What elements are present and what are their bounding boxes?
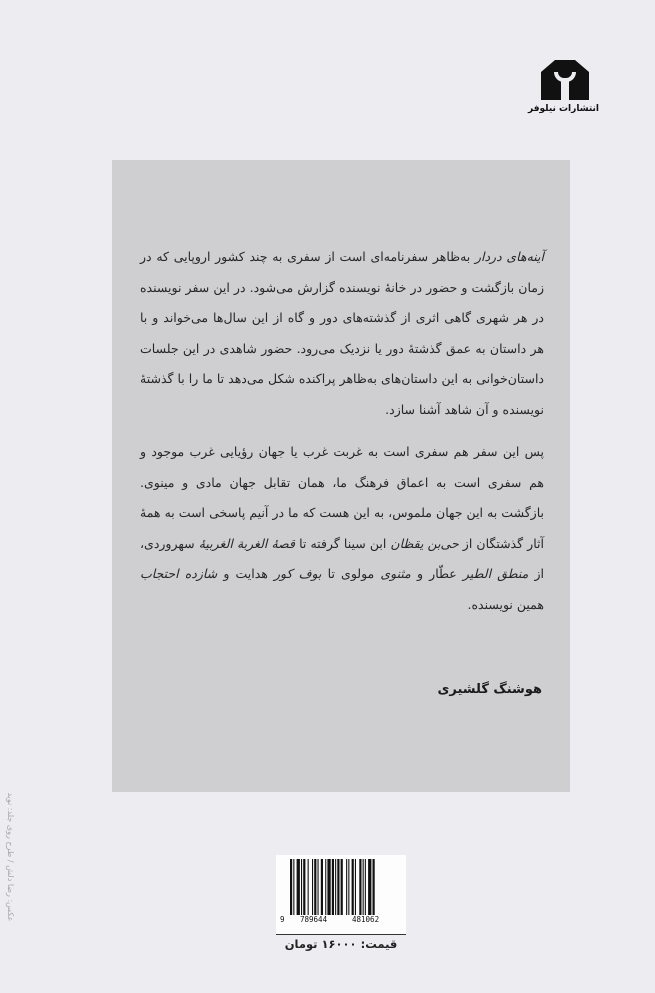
blurb-run: هدایت و <box>217 566 275 581</box>
publisher-logo <box>528 60 599 125</box>
book-title-italic: مثنوی <box>380 566 411 581</box>
blurb-paragraph-1 <box>140 242 544 425</box>
price-divider <box>276 934 406 935</box>
blurb-panel <box>112 160 570 792</box>
barcode-left-digits: 789644 <box>300 915 328 924</box>
book-title-italic: آینه‌های دردار <box>474 249 544 264</box>
book-title-italic: منطق الطیر <box>462 566 529 581</box>
author-name: هوشنگ گلشیری <box>437 682 542 697</box>
barcode-digits <box>280 915 404 927</box>
blurb-paragraph-2 <box>140 437 544 620</box>
blurb-run: همین نویسنده. <box>467 596 544 612</box>
blurb-run: عطّار و <box>410 566 463 581</box>
blurb-text <box>140 242 544 620</box>
blurb-run: پس این سفر هم سفری است به غربت غرب یا جهان رؤیایی غرب موجود و هم سفری است به اعماق فرهنگ ما، همان تقابل جهان مادی و مینوی. بازگشت به این جهان ملموس، به این هست که ما در آنیم پاسخی است به همهٔ آثار گذشتگان از <box>140 444 544 551</box>
publisher-logo-mark <box>541 60 589 100</box>
blurb-run: ابن سینا گرفته تا <box>294 535 391 551</box>
price-label: قیمت: ۱۶۰۰۰ تومان <box>284 937 398 951</box>
book-title-italic: حی‌بن یقظان <box>390 535 459 551</box>
blurb-run: مولوی تا <box>321 566 381 581</box>
barcode-prefix: 9 <box>280 915 285 924</box>
book-title-italic: شازده احتجاب <box>140 566 218 581</box>
publisher-name: انتشارات نیلوفر <box>528 104 599 114</box>
book-title-italic: بوف کور <box>274 566 322 581</box>
blurb-run: سهروردی، از <box>140 535 545 581</box>
cover-credit: عکس: رضا دلش / طرح روی جلد: نوید <box>6 792 15 922</box>
barcode-bars <box>290 859 398 915</box>
blurb-run: به‌ظاهر سفرنامه‌ای است از سفری به چند کشور اروپایی که در زمان بازگشت و حضور در خانهٔ نویسنده گزارش می‌شود. در این سفر نویسنده در هر شهری گاهی اثری از گذشته‌های دور و گاه از این سال‌ها می‌خواند و با هر داستان به عمق گذشتهٔ دور یا نزدیک می‌رود. حضور شاهدی در این جلسات داستان‌خوانی به این داستان‌های به‌ظاهر پراکنده شکل می‌دهد تا ما را با گذشتهٔ نویسنده و آن شاهد آشنا سازد. <box>140 249 544 417</box>
book-title-italic: قصهٔ الغربة الغربیهٔ <box>198 535 295 551</box>
barcode-right-digits: 481062 <box>352 915 380 924</box>
isbn-barcode <box>276 855 406 935</box>
